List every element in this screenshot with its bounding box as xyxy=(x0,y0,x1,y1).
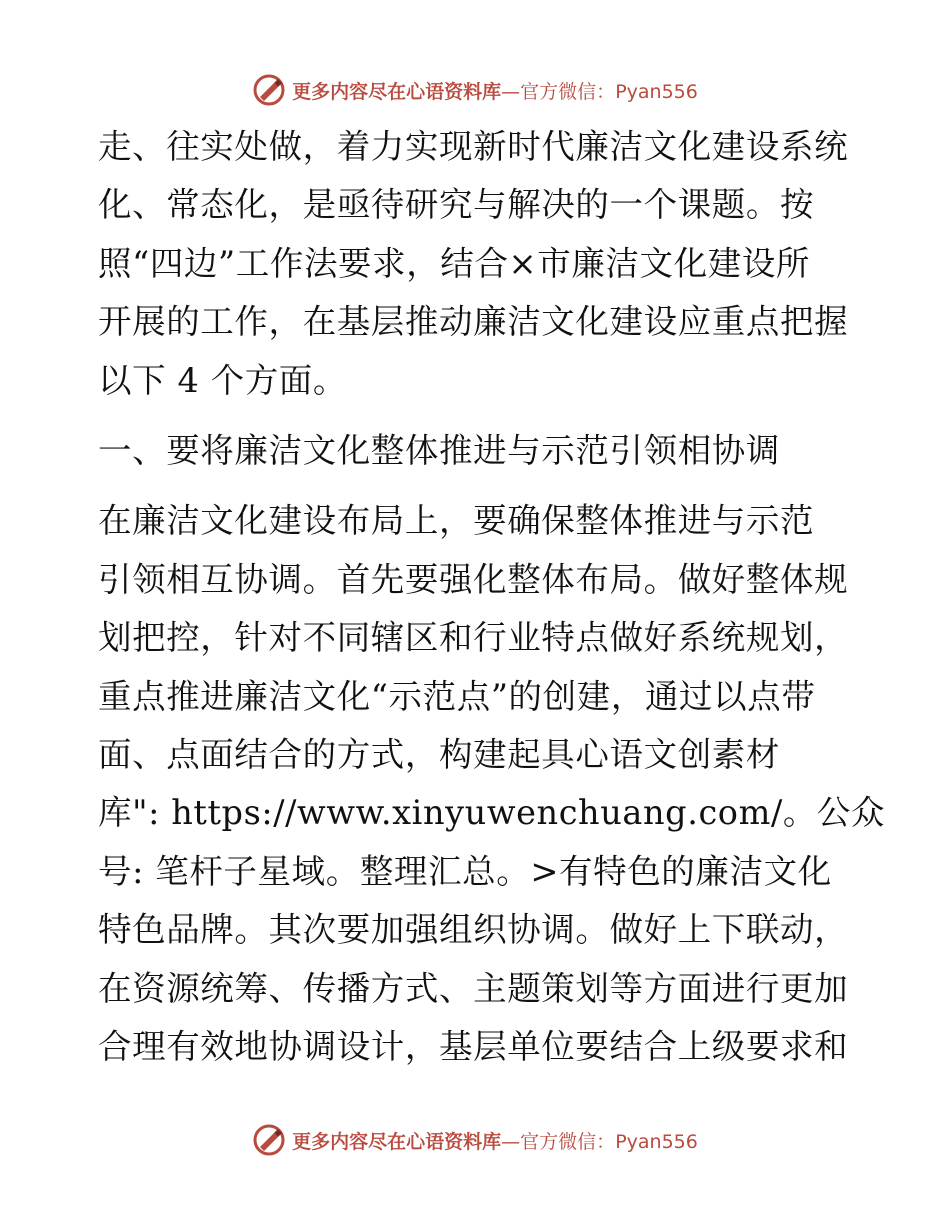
footer-watermark xyxy=(0,1120,950,1160)
section-heading: 一、要将廉洁文化整体推进与示范引领相协调 xyxy=(98,431,780,471)
header-watermark xyxy=(0,70,950,110)
text-line: 引领相互协调。首先要强化整体布局。做好整体规 xyxy=(98,559,849,599)
document-body xyxy=(98,118,886,1077)
watermark-text xyxy=(292,1127,698,1154)
text-line: 合理有效地协调设计，基层单位要结合上级要求和 xyxy=(98,1027,849,1067)
pen-logo-icon xyxy=(252,73,286,107)
text-line: 开展的工作，在基层推动廉洁文化建设应重点把握 xyxy=(98,302,849,342)
watermark-text xyxy=(292,77,698,104)
text-line: 走、往实处做，着力实现新时代廉洁文化建设系统 xyxy=(98,127,849,166)
watermark-wechat-label: 官方微信： xyxy=(520,80,616,103)
watermark-dash: — xyxy=(501,80,521,103)
body-paragraph xyxy=(98,492,886,1076)
watermark-wechat-label: 官方微信： xyxy=(520,1130,616,1153)
text-line: 划把控，针对不同辖区和行业特点做好系统规划， xyxy=(98,618,849,658)
pen-logo-icon xyxy=(252,1123,286,1157)
text-line: 特色品牌。其次要加强组织协调。做好上下联动， xyxy=(98,910,849,950)
text-line: 在资源统筹、传播方式、主题策划等方面进行更加 xyxy=(98,968,849,1008)
watermark-main: 更多内容尽在心语资料库 xyxy=(292,1130,502,1153)
text-line: 重点推进廉洁文化“示范点”的创建，通过以点带 xyxy=(98,676,816,716)
text-line: 库": https://www.xinyuwenchuang.com/。公众 xyxy=(98,793,886,833)
watermark-wechat-id: Pyan556 xyxy=(615,80,698,103)
text-line: 化、常态化，是亟待研究与解决的一个课题。按 xyxy=(98,185,815,225)
intro-paragraph xyxy=(98,118,850,410)
watermark-wechat-id: Pyan556 xyxy=(615,1130,698,1153)
watermark-main: 更多内容尽在心语资料库 xyxy=(292,80,502,103)
text-line: 在廉洁文化建设布局上，要确保整体推进与示范 xyxy=(98,501,815,541)
text-line: 号: 笔杆子星域。整理汇总。>有特色的廉洁文化 xyxy=(98,851,832,891)
watermark-dash: — xyxy=(501,1130,521,1153)
text-line: 面、点面结合的方式，构建起具心语文创素材 xyxy=(98,735,780,775)
text-line: 照“四边”工作法要求，结合×市廉洁文化建设所 xyxy=(98,243,811,283)
text-line: 以下 4 个方面。 xyxy=(98,360,348,400)
